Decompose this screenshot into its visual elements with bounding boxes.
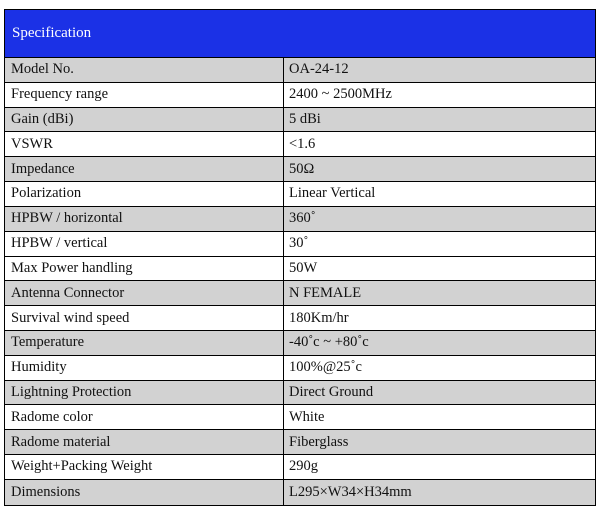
spec-value-cell: 50Ω — [289, 160, 315, 177]
spec-name-cell: VSWR — [5, 132, 284, 156]
spec-value-cell: 100%@25˚c — [289, 359, 362, 376]
spec-name-cell: Max Power handling — [5, 257, 284, 281]
spec-name-cell: Antenna Connector — [5, 281, 284, 305]
spec-name-cell: Impedance — [5, 157, 284, 181]
spec-value-cell: Fiberglass — [289, 433, 349, 450]
spec-name-cell: Model No. — [5, 58, 284, 82]
table-row — [5, 331, 595, 356]
spec-name-cell: HPBW / horizontal — [5, 207, 284, 231]
spec-name-cell: Dimensions — [5, 480, 284, 505]
table-row — [5, 381, 595, 406]
spec-value-cell: OA-24-12 — [289, 61, 349, 78]
table-row — [5, 83, 595, 108]
table-row — [5, 257, 595, 282]
spec-name-cell: Weight+Packing Weight — [5, 455, 284, 479]
spec-name-cell: Polarization — [5, 182, 284, 206]
spec-value-cell: N FEMALE — [289, 284, 362, 301]
table-row — [5, 306, 595, 331]
spec-name-cell: Lightning Protection — [5, 381, 284, 405]
table-row — [5, 58, 595, 83]
spec-value-cell: 2400 ~ 2500MHz — [289, 86, 392, 103]
table-row — [5, 182, 595, 207]
spec-value-cell: 50W — [289, 259, 318, 276]
spec-value-cell: -40˚c ~ +80˚c — [289, 334, 369, 351]
spec-value-cell: Direct Ground — [289, 383, 374, 400]
spec-name-cell: Gain (dBi) — [5, 108, 284, 132]
table-row — [5, 232, 595, 257]
table-title: Specification — [12, 25, 92, 41]
table-header — [5, 10, 595, 58]
spec-value-cell: L295×W34×H34mm — [289, 483, 412, 500]
spec-name-cell: HPBW / vertical — [5, 232, 284, 256]
table-row — [5, 108, 595, 133]
table-row — [5, 480, 595, 505]
spec-name-cell: Radome color — [5, 405, 284, 429]
spec-value-cell: 180Km/hr — [289, 309, 349, 326]
spec-name-cell: Humidity — [5, 356, 284, 380]
spec-value-cell: 30˚ — [289, 235, 309, 252]
table-row — [5, 405, 595, 430]
spec-value-cell: 290g — [289, 458, 318, 475]
spec-value-cell: White — [289, 408, 325, 425]
spec-name-cell: Survival wind speed — [5, 306, 284, 330]
spec-value-cell: 5 dBi — [289, 111, 321, 128]
spec-name-cell: Radome material — [5, 430, 284, 454]
table-row — [5, 207, 595, 232]
table-row — [5, 430, 595, 455]
spec-value-cell: 360˚ — [289, 210, 316, 227]
table-row — [5, 281, 595, 306]
spec-name-cell: Temperature — [5, 331, 284, 355]
spec-name-cell: Frequency range — [5, 83, 284, 107]
table-body — [5, 58, 595, 505]
table-row — [5, 132, 595, 157]
table-row — [5, 455, 595, 480]
spec-value-cell: Linear Vertical — [289, 185, 376, 202]
table-row — [5, 157, 595, 182]
specification-table — [4, 9, 596, 506]
table-row — [5, 356, 595, 381]
spec-value-cell: <1.6 — [289, 135, 316, 152]
